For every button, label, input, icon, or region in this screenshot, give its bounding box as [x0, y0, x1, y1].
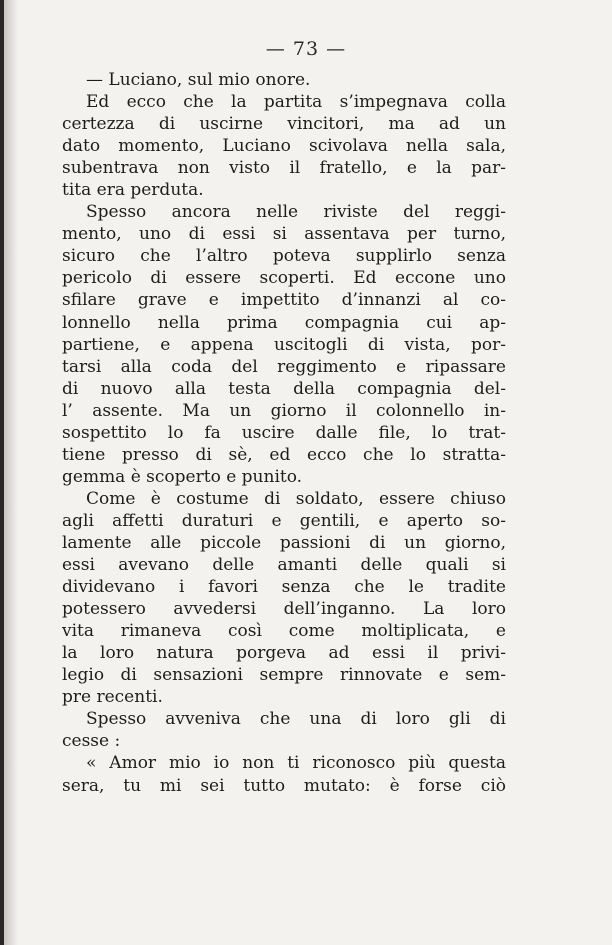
text-line: l’ assente. Ma un giorno il colonnello in-	[62, 400, 506, 421]
text-line: Spesso ancora nelle riviste del reggi-	[86, 202, 506, 223]
text-line: tita era perduta.	[62, 180, 204, 201]
text-line: cesse :	[62, 731, 121, 752]
text-line: lamente alle piccole passioni di un giorno,	[62, 532, 506, 553]
text-line: sicuro che l’altro poteva supplirlo senza	[62, 246, 506, 267]
text-line: la loro natura porgeva ad essi il privi-	[62, 643, 506, 664]
text-line: gemma è scoperto e punito.	[62, 466, 303, 487]
page-number: — 73 —	[265, 38, 347, 60]
text-line: sfilare grave e impettito d’innanzi al co-	[62, 290, 506, 311]
text-line: dividevano i favori senza che le tradite	[62, 577, 506, 598]
text-line: Come è costume di soldato, essere chiuso	[86, 488, 506, 509]
spine-shadow	[4, 0, 18, 945]
text-line: Spesso avveniva che una di loro gli di	[86, 709, 506, 730]
text-line: tiene presso di sè, ed ecco che lo stratta-	[62, 444, 506, 465]
text-line: legio di sensazioni sempre rinnovate e sem-	[62, 665, 506, 686]
text-line: subentrava non visto il fratello, e la par-	[62, 158, 506, 179]
text-line: « Amor mio io non ti riconosco più questa	[86, 753, 506, 774]
text-line: lonnello nella prima compagnia cui ap-	[62, 312, 506, 333]
text-line: di nuovo alla testa della compagnia del-	[62, 378, 506, 399]
body-text	[62, 69, 506, 797]
text-line: mento, uno di essi si assentava per turno,	[62, 224, 506, 245]
text-line: partiene, e appena uscitogli di vista, por-	[62, 334, 506, 355]
text-line: sospettito lo fa uscire dalle file, lo trat-	[62, 422, 506, 443]
text-line: dato momento, Luciano scivolava nella sala,	[62, 136, 506, 157]
text-line: sera, tu mi sei tutto mutato: è forse ciò	[62, 775, 506, 796]
text-line: essi avevano delle amanti delle quali si	[62, 555, 506, 576]
text-line: agli affetti duraturi e gentili, e aperto so-	[62, 510, 506, 531]
text-line: potessero avvedersi dell’inganno. La loro	[62, 599, 506, 620]
text-line: pre recenti.	[62, 687, 163, 708]
text-line: pericolo di essere scoperti. Ed eccone uno	[62, 268, 506, 289]
text-line: Ed ecco che la partita s’impegnava colla	[86, 92, 506, 113]
text-line: certezza di uscirne vincitori, ma ad un	[62, 114, 506, 135]
text-line: — Luciano, sul mio onore.	[86, 70, 311, 90]
text-line: vita rimaneva così come moltiplicata, e	[62, 621, 506, 642]
text-line: tarsi alla coda del reggimento e ripassare	[62, 356, 506, 377]
